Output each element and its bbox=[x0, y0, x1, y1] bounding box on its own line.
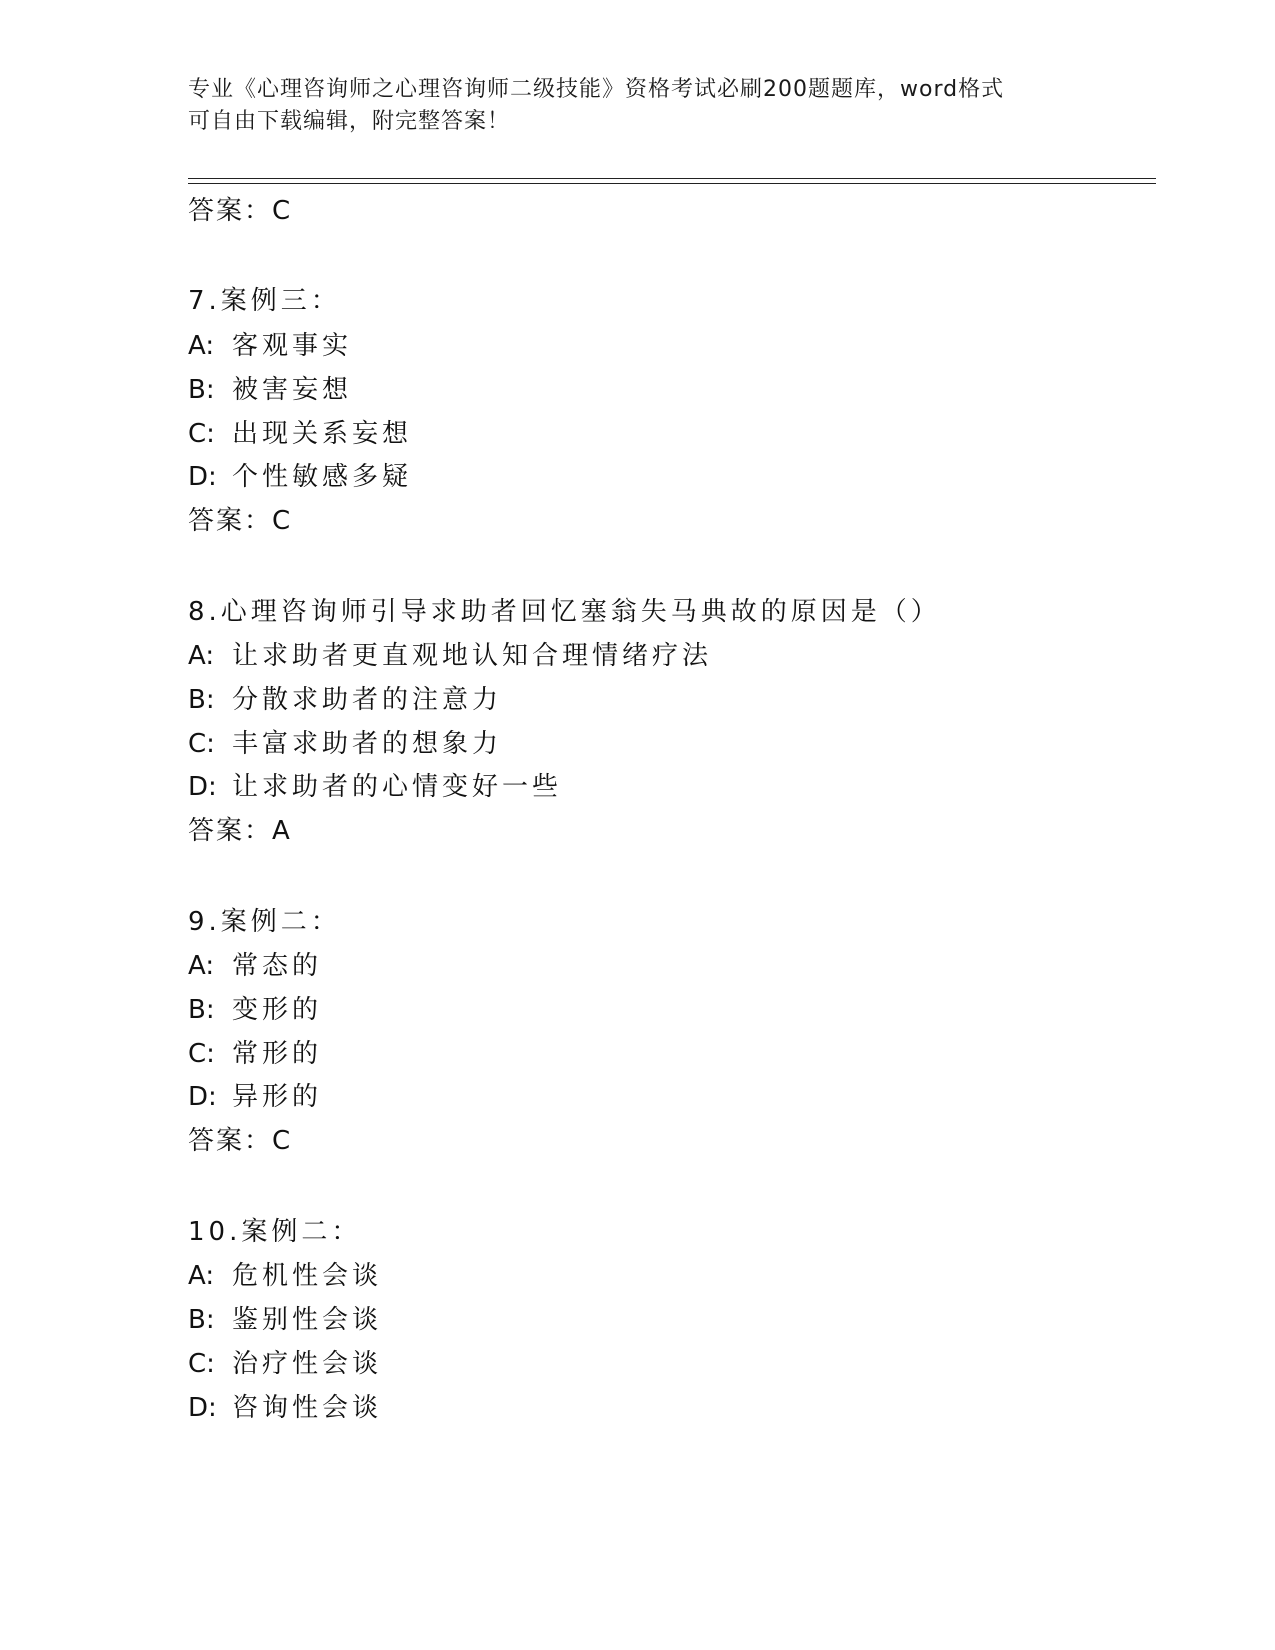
option-a bbox=[188, 640, 712, 672]
answer-line: 答案：C bbox=[188, 196, 293, 226]
option-c bbox=[188, 418, 412, 450]
option-key: D: bbox=[188, 462, 217, 492]
question-stem: 10.案例二： bbox=[188, 1217, 362, 1247]
option-b bbox=[188, 994, 322, 1026]
option-key: A: bbox=[188, 1261, 215, 1291]
option-text: 让求助者更直观地认知合理情绪疗法 bbox=[232, 641, 713, 671]
option-b bbox=[188, 1304, 382, 1336]
option-text: 常形的 bbox=[232, 1039, 323, 1069]
option-d bbox=[188, 1392, 382, 1424]
option-text: 让求助者的心情变好一些 bbox=[232, 772, 563, 802]
option-text: 鉴别性会谈 bbox=[232, 1305, 383, 1335]
document-header bbox=[188, 74, 1088, 138]
option-key: C: bbox=[188, 1349, 215, 1379]
question-stem: 7.案例三： bbox=[188, 286, 341, 316]
option-key: A: bbox=[188, 331, 215, 361]
header-line-1: 专业《心理咨询师之心理咨询师二级技能》资格考试必刷200题题库，word格式 bbox=[188, 77, 1005, 102]
option-text: 变形的 bbox=[232, 995, 323, 1025]
option-a bbox=[188, 330, 352, 362]
option-key: B: bbox=[188, 375, 215, 405]
option-key: B: bbox=[188, 1305, 215, 1335]
answer-line: 答案：C bbox=[188, 506, 293, 536]
question-stem: 8.心理咨询师引导求助者回忆塞翁失马典故的原因是（） bbox=[188, 597, 941, 627]
option-text: 危机性会谈 bbox=[232, 1261, 383, 1291]
option-d bbox=[188, 771, 562, 803]
option-key: B: bbox=[188, 995, 215, 1025]
option-text: 个性敏感多疑 bbox=[232, 462, 413, 492]
header-line-2: 可自由下载编辑，附完整答案！ bbox=[188, 109, 511, 134]
option-key: C: bbox=[188, 729, 215, 759]
answer-line: 答案：C bbox=[188, 1126, 293, 1156]
option-a bbox=[188, 1260, 382, 1292]
option-key: D: bbox=[188, 772, 217, 802]
option-key: C: bbox=[188, 1039, 215, 1069]
option-b bbox=[188, 374, 352, 406]
option-text: 丰富求助者的想象力 bbox=[232, 729, 503, 759]
option-b bbox=[188, 684, 502, 716]
header-rule-top bbox=[188, 178, 1156, 179]
option-key: D: bbox=[188, 1393, 217, 1423]
question-stem: 9.案例二： bbox=[188, 907, 341, 937]
header-rule-bottom bbox=[188, 183, 1156, 184]
answer-line: 答案：A bbox=[188, 816, 292, 846]
option-text: 被害妄想 bbox=[232, 375, 353, 405]
option-text: 异形的 bbox=[232, 1082, 323, 1112]
option-text: 咨询性会谈 bbox=[232, 1393, 383, 1423]
option-c bbox=[188, 1348, 382, 1380]
option-c bbox=[188, 1038, 322, 1070]
option-text: 客观事实 bbox=[232, 331, 353, 361]
option-key: D: bbox=[188, 1082, 217, 1112]
option-text: 治疗性会谈 bbox=[232, 1349, 383, 1379]
option-d bbox=[188, 1081, 322, 1113]
option-c bbox=[188, 728, 502, 760]
option-key: B: bbox=[188, 685, 215, 715]
option-a bbox=[188, 950, 322, 982]
option-d bbox=[188, 461, 412, 493]
option-key: A: bbox=[188, 951, 215, 981]
option-key: A: bbox=[188, 641, 215, 671]
option-text: 常态的 bbox=[232, 951, 323, 981]
option-text: 出现关系妄想 bbox=[232, 419, 413, 449]
option-key: C: bbox=[188, 419, 215, 449]
option-text: 分散求助者的注意力 bbox=[232, 685, 503, 715]
